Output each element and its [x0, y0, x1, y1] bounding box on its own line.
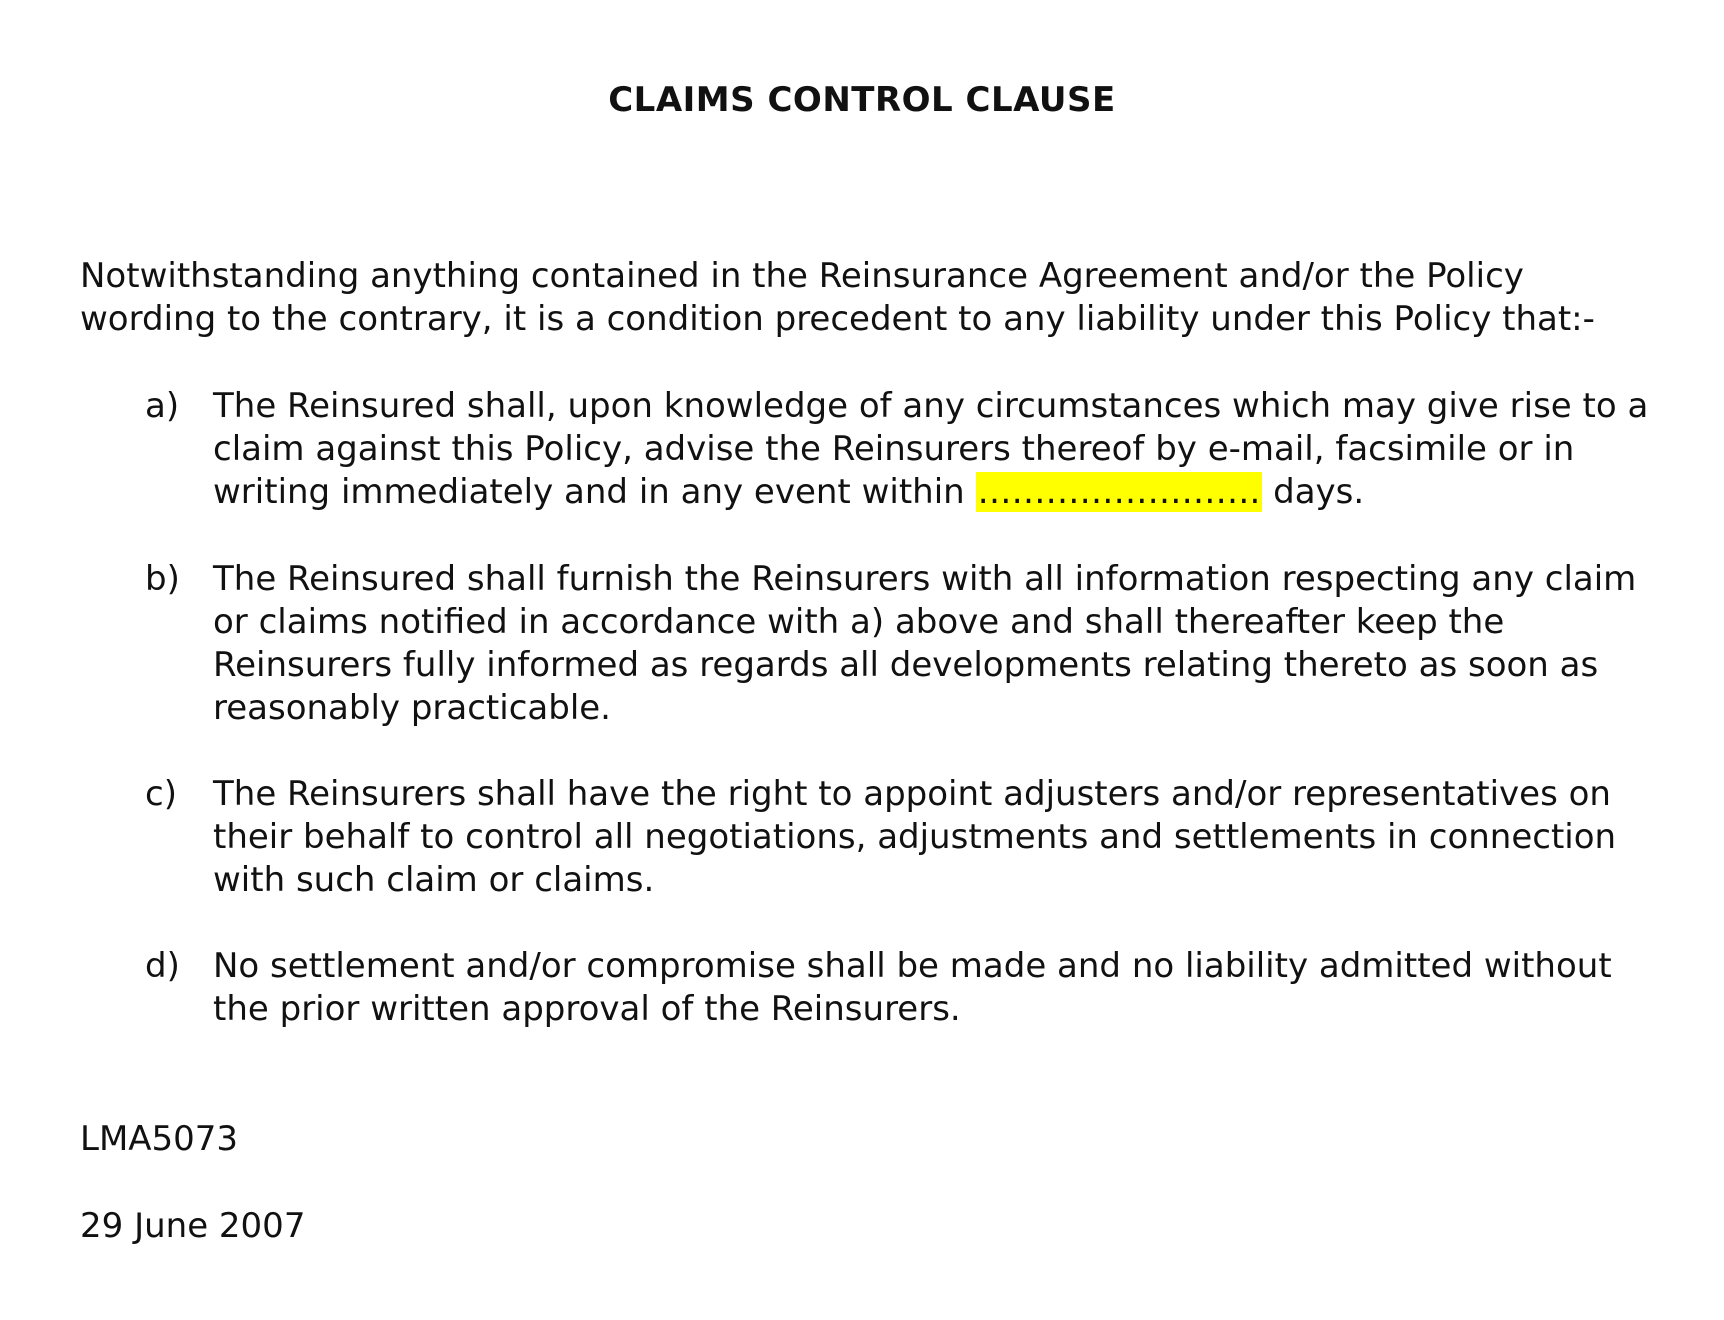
clause-text: The Reinsurers shall have the right to appoint adjusters and/or representatives on their behalf to control all negotiations, adjustments and settlements in connection with such claim or claims. [213, 774, 1617, 900]
document-title: CLAIMS CONTROL CLAUSE [608, 80, 1116, 120]
days-blank-field: ……………………. [977, 472, 1261, 512]
document-reference: LMA5073 [80, 1119, 239, 1159]
clause-text [213, 385, 1653, 514]
intro-paragraph: Notwithstanding anything contained in the Reinsurance Agreement and/or the Policy wording to the contrary, it is a condition precedent to any liability under this Policy that:- [80, 256, 1595, 339]
clause-marker: d) [145, 946, 180, 986]
clause-text-before: The Reinsured shall, upon knowledge of any circumstances which may give rise to a claim against this Policy, advise the Reinsurers thereof by e-mail, facsimile or in writing immediately and in any event within [213, 386, 1649, 512]
clause-text: The Reinsured shall furnish the Reinsurers with all information respecting any claim or claims notified in accordance with a) above and shall thereafter keep the Reinsurers fully informed as regards all developments relating thereto as soon as reasonably practicable. [213, 559, 1637, 728]
clause-text: No settlement and/or compromise shall be made and no liability admitted without the prior written approval of the Reinsurers. [213, 946, 1612, 1029]
clause-marker: b) [145, 559, 180, 599]
clause-marker: c) [145, 774, 177, 814]
clause-text-after: days. [1273, 472, 1365, 512]
clause-marker: a) [145, 386, 180, 426]
document-date: 29 June 2007 [80, 1206, 306, 1246]
